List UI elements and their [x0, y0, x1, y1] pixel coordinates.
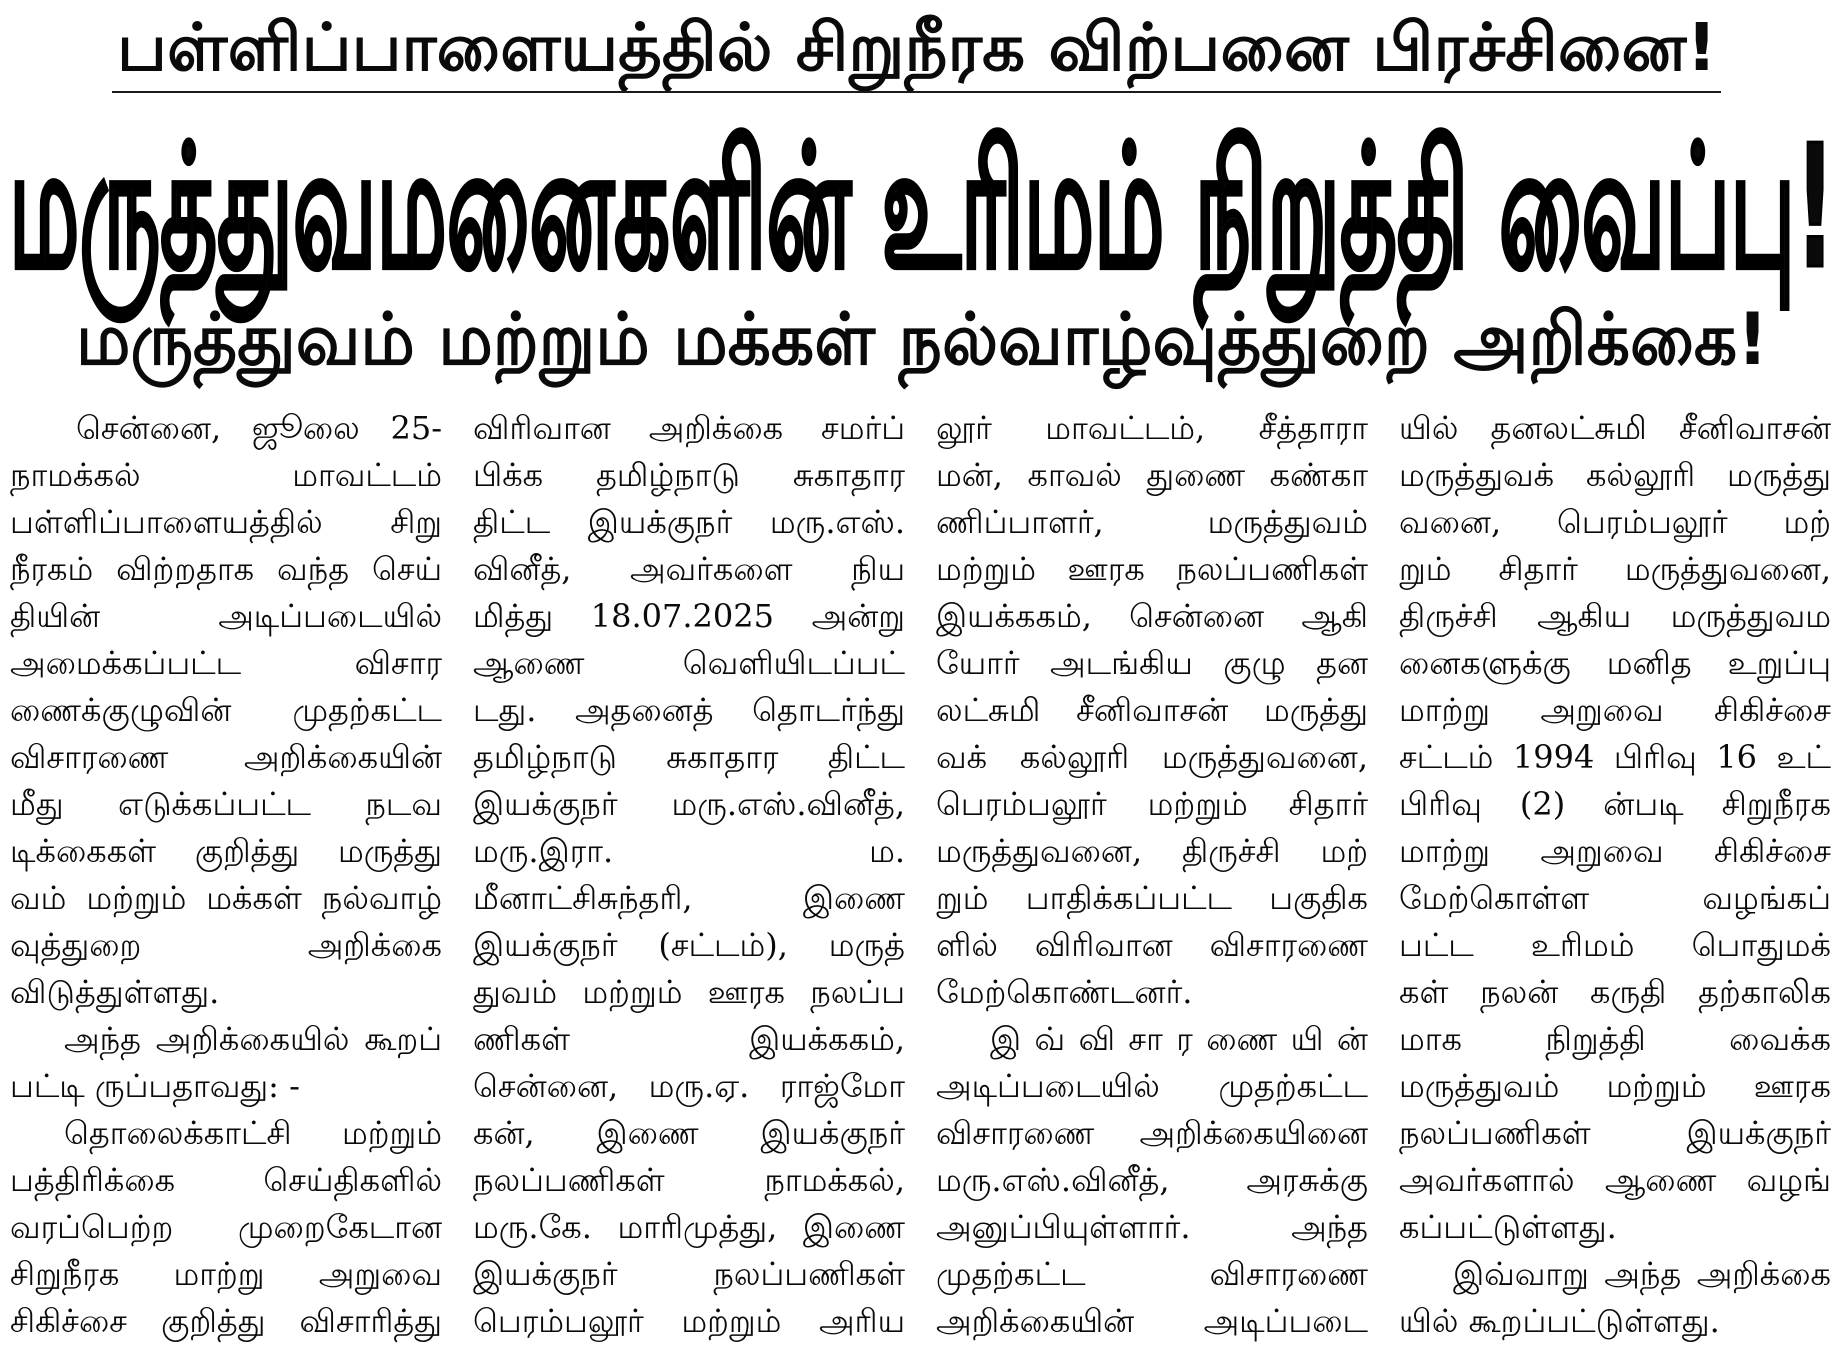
article-text-line: டது. அதனைத் தொடர்ந்து	[473, 691, 905, 729]
sub-headline-text: மருத்துவம் மற்றும் மக்கள் நல்வாழ்வுத்துறை அறிக்கை!	[76, 297, 1768, 381]
article-text-line: தமிழ்நாடு சுகாதார திட்ட	[473, 738, 905, 776]
glyph-cluster: ன்	[1336, 1020, 1368, 1058]
article-text-line: யோர் அடங்கிய குழு தன	[936, 644, 1368, 682]
article-text-line: அனுப்பியுள்ளார். அந்த	[936, 1208, 1368, 1246]
article-text-line: டிக்கைகள் குறித்து மருத்து	[10, 832, 442, 870]
article-text-line: கன், இணை இயக்குநர்	[473, 1114, 905, 1152]
article-text-line: தொலைக்காட்சி மற்றும்	[64, 1114, 442, 1152]
article-text-line: துவம் மற்றும் ஊரக நலப்ப	[473, 973, 905, 1011]
article-column-4	[1399, 405, 1831, 1345]
article-text-line: மீது எடுக்கப்பட்ட நடவ	[10, 785, 442, 823]
article-text-line: சட்டம் 1994 பிரிவு 16 உட்	[1399, 738, 1831, 776]
article-text-line: விசாரணை அறிக்கையினை	[936, 1114, 1368, 1152]
article-text-line: அமைக்கப்பட்ட விசார	[10, 644, 442, 682]
article-text-line: விரிவான அறிக்கை சமர்ப்	[473, 409, 905, 447]
article-text-line: சிறுநீரக மாற்று அறுவை	[10, 1255, 442, 1293]
article-text-line: யில் தனலட்சுமி சீனிவாசன்	[1399, 409, 1831, 447]
article-text-line: இயக்குநர் மரு.எஸ்.வினீத்,	[473, 785, 905, 823]
glyph-cluster: யி	[1290, 1020, 1324, 1058]
article-text-line: விசாரணை அறிக்கையின்	[10, 738, 442, 776]
article-text-line: ஆணை வெளியிடப்பட்	[473, 644, 905, 682]
article-text-line: னைகளுக்கு மனித உறுப்பு	[1399, 644, 1831, 682]
article-text-line: மாற்று அறுவை சிகிச்சை	[1399, 832, 1831, 870]
glyph-cluster: ர	[1176, 1020, 1193, 1058]
article-text-line: சிகிச்சை குறித்து விசாரித்து	[10, 1302, 442, 1340]
article-text-line: மித்து 18.07.2025 அன்று	[473, 597, 905, 635]
main-headline-text: மருத்துவமனைகளின் உரிமம் நிறுத்தி வைப்பு!	[9, 109, 1835, 307]
glyph-cluster: வ்	[1034, 1020, 1066, 1058]
article-column-3	[936, 405, 1368, 1345]
article-text-line	[990, 1016, 1368, 1063]
article-text-line: பெரம்பலூர் மற்றும் அரிய	[473, 1302, 905, 1340]
article-text-line: முதற்கட்ட விசாரணை	[936, 1255, 1368, 1293]
article-text-line: பள்ளிப்பாளையத்தில் சிறு	[10, 503, 442, 541]
kicker-headline-text: பள்ளிப்பாளையத்தில் சிறுநீரக விற்பனை பிரச்சினை!	[117, 9, 1717, 86]
sub-headline	[76, 296, 1768, 382]
article-text-line: மன், காவல் துணை கண்கா	[936, 456, 1368, 494]
article-text-line: மருத்துவம் மற்றும் ஊரக	[1399, 1067, 1831, 1105]
article-text-line: யில் கூறப்பட்டுள்ளது.	[1399, 1302, 1720, 1340]
article-text-line: ணிப்பாளர், மருத்துவம்	[936, 503, 1368, 541]
article-text-line: வினீத், அவர்களை நிய	[473, 550, 905, 588]
kicker-headline	[117, 6, 1717, 90]
article-text-line: வம் மற்றும் மக்கள் நல்வாழ்	[10, 879, 442, 917]
article-column-2	[473, 405, 905, 1345]
glyph-cluster: இ	[990, 1020, 1022, 1058]
article-text-line: வுத்துறை அறிக்கை	[10, 926, 442, 964]
article-text-line: நலப்பணிகள் இயக்குநர்	[1399, 1114, 1831, 1152]
article-text-line: மரு.இரா. ம.	[473, 832, 905, 870]
article-text-line: மாற்று அறுவை சிகிச்சை	[1399, 691, 1831, 729]
article-text-line: மேற்கொண்டனர்.	[936, 973, 1193, 1011]
article-text-line: கள் நலன் கருதி தற்காலிக	[1399, 973, 1831, 1011]
article-text-line: பிக்க தமிழ்நாடு சுகாதார	[473, 456, 905, 494]
article-text-line: வரப்பெற்ற முறைகேடான	[10, 1208, 442, 1246]
article-text-line: ணைக்குழுவின் முதற்கட்ட	[10, 691, 442, 729]
article-text-line: அறிக்கையின் அடிப்படை	[936, 1302, 1368, 1340]
article-column-1	[10, 405, 442, 1345]
article-text-line: றும் பாதிக்கப்பட்ட பகுதிக	[936, 879, 1368, 917]
article-text-line: வனை, பெரம்பலூர் மற்	[1399, 503, 1831, 541]
article-text-line: கப்பட்டுள்ளது.	[1399, 1208, 1617, 1246]
glyph-cluster: சா	[1128, 1020, 1163, 1058]
article-text-line: லூர் மாவட்டம், சீத்தாரா	[936, 409, 1368, 447]
article-text-line: பிரிவு (2) ன்படி சிறுநீரக	[1399, 785, 1831, 823]
article-text-line: நலப்பணிகள் நாமக்கல்,	[473, 1161, 905, 1199]
article-text-line: பெரம்பலூர் மற்றும் சிதார்	[936, 785, 1368, 823]
article-text-line: இயக்ககம், சென்னை ஆகி	[936, 597, 1368, 635]
dateline: சென்னை, ஜூலை 25-	[76, 409, 442, 447]
article-text-line: பட்ட உரிமம் பொதுமக்	[1399, 926, 1831, 964]
article-text-line: மரு.கே. மாரிமுத்து, இணை	[473, 1208, 905, 1246]
main-headline	[9, 109, 1835, 307]
article-text-line: மருத்துவனை, திருச்சி மற்	[936, 832, 1368, 870]
article-text-line: ணிகள் இயக்ககம்,	[473, 1020, 905, 1058]
article-text-line: மாக நிறுத்தி வைக்க	[1399, 1020, 1831, 1058]
article-text-line: திருச்சி ஆகிய மருத்துவம	[1399, 597, 1831, 635]
article-text-line: மருத்துவக் கல்லூரி மருத்து	[1399, 456, 1831, 494]
article-text-line: மேற்கொள்ள வழங்கப்	[1399, 879, 1831, 917]
article-text-line: மீனாட்சிசுந்தரி, இணை	[473, 879, 905, 917]
article-text-line: மற்றும் ஊரக நலப்பணிகள்	[936, 550, 1368, 588]
article-text-line: அடிப்படையில் முதற்கட்ட	[936, 1067, 1368, 1105]
article-text-line: இவ்வாறு அந்த அறிக்கை	[1453, 1255, 1831, 1293]
article-text-line: மரு.எஸ்.வினீத், அரசுக்கு	[936, 1161, 1368, 1199]
article-text-line: லட்சுமி சீனிவாசன் மருத்து	[936, 691, 1368, 729]
article-text-line: நீரகம் விற்றதாக வந்த செய்	[10, 550, 442, 588]
article-text-line: றும் சிதார் மருத்துவனை,	[1399, 550, 1831, 588]
glyph-cluster: வி	[1078, 1020, 1115, 1058]
article-text-line: சென்னை, மரு.ஏ. ராஜ்மோ	[473, 1067, 905, 1105]
article-text-line: நாமக்கல் மாவட்டம்	[10, 456, 442, 494]
article-text-line: அவர்களால் ஆணை வழங்	[1399, 1161, 1831, 1199]
article-text-line: பத்திரிக்கை செய்திகளில்	[10, 1161, 442, 1199]
article-text-line: திட்ட இயக்குநர் மரு.எஸ்.	[473, 503, 905, 541]
article-text-line: இயக்குநர் நலப்பணிகள்	[473, 1255, 905, 1293]
article-text-line: விடுத்துள்ளது.	[10, 973, 220, 1011]
article-text-line: பட்டி ருப்பதாவது: -	[10, 1067, 300, 1105]
article-text-line: தியின் அடிப்படையில்	[10, 597, 442, 635]
article-text-line: ளில் விரிவான விசாரணை	[936, 926, 1368, 964]
article-text-line: வக் கல்லூரி மருத்துவனை,	[936, 738, 1368, 776]
glyph-cluster: ணை	[1206, 1020, 1278, 1058]
article-text-line: இயக்குநர் (சட்டம்), மருத்	[473, 926, 905, 964]
article-text-line: அந்த அறிக்கையில் கூறப்	[64, 1020, 442, 1058]
kicker-underline	[112, 91, 1721, 93]
